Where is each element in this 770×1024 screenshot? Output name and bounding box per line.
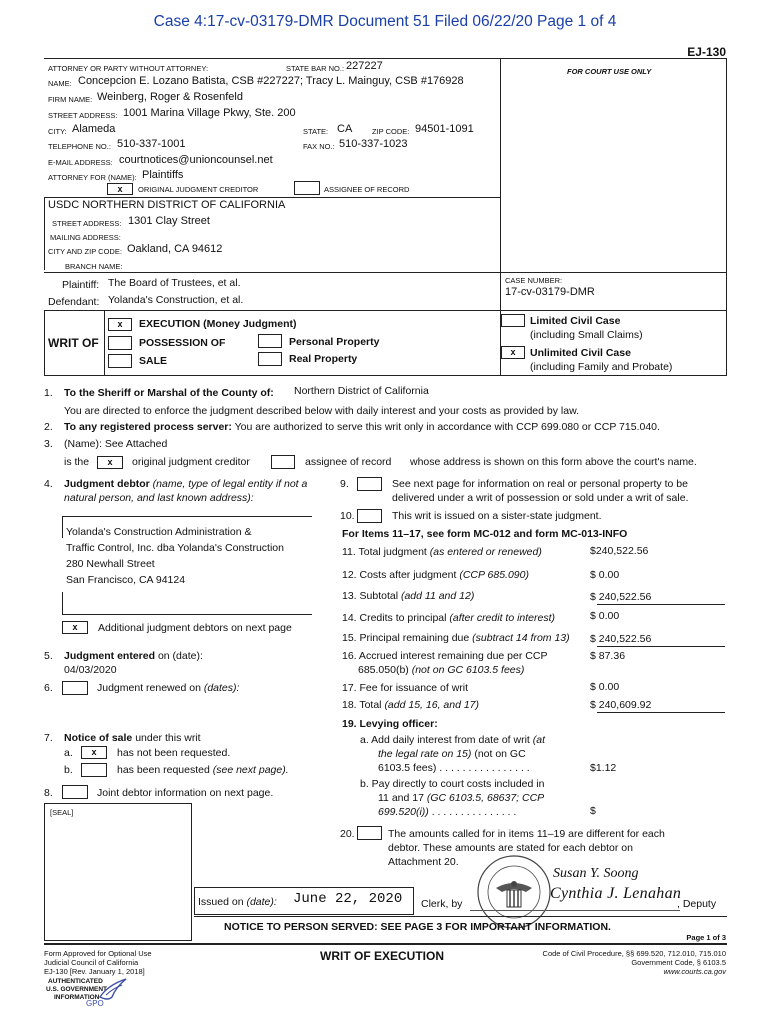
- defendant-label: Defendant:: [48, 296, 100, 308]
- attorney-street[interactable]: 1001 Marina Village Pkwy, Ste. 200: [123, 107, 296, 119]
- execution-label: EXECUTION (Money Judgment): [139, 318, 297, 330]
- footer-right-3[interactable]: www.courts.ca.gov: [663, 967, 726, 976]
- item-9-line-2: delivered under a writ of possession or sold under a writ of sale.: [392, 492, 689, 504]
- sale-label: SALE: [139, 355, 168, 367]
- item-8-text: Joint debtor information on next page.: [97, 787, 274, 799]
- personal-property-label: Personal Property: [289, 336, 380, 348]
- gpo-line-1: AUTHENTICATED: [48, 978, 103, 985]
- item-19b-line-3-wrap: [378, 806, 516, 818]
- page-number: Page 1 of 3: [686, 933, 726, 942]
- footer-left-3: EJ-130 [Rev. January 1, 2018]: [44, 967, 145, 976]
- name-label: NAME:: [48, 79, 72, 88]
- item-19a-line-1-wrap: [360, 734, 545, 746]
- state-bar-label: STATE BAR NO.:: [286, 64, 345, 73]
- court-city-label: CITY AND ZIP CODE:: [48, 247, 122, 256]
- unlimited-case-sub: (including Family and Probate): [530, 361, 673, 373]
- attorney-email[interactable]: courtnotices@unioncounsel.net: [119, 154, 273, 166]
- item-3-assignee-checkbox[interactable]: [271, 455, 295, 469]
- limited-case-checkbox[interactable]: [501, 314, 525, 327]
- plaintiff-label: Plaintiff:: [62, 279, 100, 291]
- item-19a-line-1: a. Add daily interest from date of writ: [360, 734, 530, 746]
- item-10-num: 10.: [340, 510, 355, 522]
- attorney-for-label: ATTORNEY FOR (NAME):: [48, 173, 137, 182]
- item-19b-line-2-wrap: [378, 792, 544, 804]
- item-4-num: 4.: [44, 478, 53, 490]
- item-19a-ital-2: the legal rate on 15): [378, 748, 472, 760]
- attorney-label: ATTORNEY OR PARTY WITHOUT ATTORNEY:: [48, 64, 209, 73]
- issued-label-wrap: [198, 896, 277, 908]
- additional-debtors-label: Additional judgment debtors on next page: [98, 622, 292, 634]
- execution-checkbox[interactable]: x: [108, 318, 132, 331]
- seal-box: [44, 803, 192, 941]
- item-6-checkbox[interactable]: [62, 681, 88, 695]
- court-name[interactable]: USDC NORTHERN DISTRICT OF CALIFORNIA: [48, 199, 286, 211]
- item-3-num: 3.: [44, 438, 53, 450]
- footer-right-2: Government Code, § 6103.5: [631, 958, 726, 967]
- item-7b-checkbox[interactable]: [81, 763, 107, 777]
- gpo-line-2: U.S. GOVERNMENT: [46, 986, 108, 993]
- item-7a-letter: a.: [64, 747, 73, 759]
- item-5-text: on (date):: [157, 650, 203, 662]
- item-14-label: 14. Credits to principal: [342, 612, 447, 624]
- attorney-tel[interactable]: 510-337-1001: [117, 138, 186, 150]
- assignee-checkbox[interactable]: [294, 181, 320, 195]
- item-19b-amount[interactable]: $: [590, 805, 596, 817]
- item-4-title: Judgment debtor: [64, 478, 150, 490]
- item-7a-text: has not been requested.: [117, 747, 231, 759]
- gpo-line-3: INFORMATION: [54, 994, 100, 1001]
- unlimited-case-checkbox[interactable]: x: [501, 346, 525, 359]
- case-number[interactable]: 17-cv-03179-DMR: [505, 286, 595, 298]
- item-7-title-wrap: [64, 732, 201, 744]
- court-city[interactable]: Oakland, CA 94612: [127, 243, 223, 255]
- item-7-title: Notice of sale: [64, 732, 133, 744]
- item-14-ital: (after credit to interest): [449, 612, 556, 624]
- debtor-line-1[interactable]: Yolanda's Construction Administration &: [66, 526, 252, 538]
- deputy-signature: Cynthia J. Lenahan: [550, 885, 682, 902]
- limited-case-label: Limited Civil Case: [530, 315, 621, 327]
- item-19a-ital-1: (at: [532, 734, 546, 746]
- item-8-checkbox[interactable]: [62, 785, 88, 799]
- items-11-17-heading: For Items 11–17, see form MC-012 and form MC-013-INFO: [342, 528, 628, 540]
- assignee-label: ASSIGNEE OF RECORD: [324, 185, 410, 194]
- item-9-num: 9.: [340, 478, 349, 490]
- court-street-label: STREET ADDRESS:: [52, 219, 122, 228]
- clerk-by-label: Clerk, by: [421, 898, 463, 910]
- item-6-text: Judgment renewed on: [97, 682, 201, 694]
- clerk-name: Susan Y. Soong: [553, 866, 639, 881]
- original-creditor-label: ORIGINAL JUDGMENT CREDITOR: [138, 185, 259, 194]
- additional-debtors-checkbox[interactable]: x: [62, 621, 88, 634]
- footer-left-1: Form Approved for Optional Use: [44, 949, 152, 958]
- item-7-num: 7.: [44, 732, 53, 744]
- item-15-wrap: [342, 632, 570, 644]
- item-6-text-wrap: [97, 682, 239, 694]
- item-12-wrap: [342, 569, 529, 581]
- item-19b-dots: . . . . . . . . . . . . . . .: [431, 806, 517, 818]
- item-7-text: under this writ: [135, 732, 201, 744]
- item-11-label: 11. Total judgment: [342, 546, 427, 558]
- real-property-label: Real Property: [289, 353, 358, 365]
- court-use-label: FOR COURT USE ONLY: [567, 67, 652, 76]
- footer-right-1: Code of Civil Procedure, §§ 699.520, 712.010, 715.010: [542, 949, 726, 958]
- issued-label-ital: (date):: [246, 896, 277, 908]
- item-6-num: 6.: [44, 682, 53, 694]
- item-19b-line-3: 699.520(i)): [378, 806, 429, 818]
- item-19a-line-3: 6103.5 fees) . . . . . . . . . . . . . . . .: [378, 762, 530, 774]
- item-3-is-the: is the: [64, 456, 90, 468]
- case-header: Case 4:17-cv-03179-DMR Document 51 Filed 06/22/20 Page 1 of 4: [153, 13, 617, 30]
- issued-date[interactable]: June 22, 2020: [293, 891, 403, 907]
- gpo-line-4: GPO: [86, 999, 104, 1008]
- form-id: EJ-130: [687, 45, 726, 59]
- case-number-label: CASE NUMBER:: [505, 276, 563, 285]
- item-16-ital: (not on GC 6103.5 fees): [411, 664, 525, 676]
- branch-label: BRANCH NAME:: [65, 262, 123, 271]
- email-label: E-MAIL ADDRESS:: [48, 158, 113, 167]
- fax-label: FAX NO.:: [303, 142, 335, 151]
- item-16-line-2-wrap: [358, 664, 524, 676]
- item-3-original-label: original judgment creditor: [132, 456, 250, 468]
- item-18-label: 18. Total: [342, 699, 382, 711]
- item-3-assignee-label: assignee of record: [305, 456, 392, 468]
- item-5-title: Judgment entered: [64, 650, 156, 662]
- unlimited-case-label: Unlimited Civil Case: [530, 347, 631, 359]
- item-2-text: You are authorized to serve this writ only in accordance with CCP 699.080 or CCP 715.040.: [234, 421, 660, 433]
- zip-label: ZIP CODE:: [372, 127, 410, 136]
- attorney-fax[interactable]: 510-337-1023: [339, 138, 408, 150]
- item-2-title: To any registered process server:: [64, 421, 232, 433]
- item-1-title: To the Sheriff or Marshal of the County of:: [64, 387, 274, 399]
- item-1-num: 1.: [44, 387, 53, 399]
- city-label: CITY:: [48, 127, 67, 136]
- item-13-wrap: [342, 590, 474, 602]
- possession-label: POSSESSION OF: [139, 337, 226, 349]
- item-18-wrap: [342, 699, 479, 711]
- state-label: STATE:: [303, 127, 329, 136]
- seal-label: [SEAL]: [50, 808, 74, 817]
- firm-name[interactable]: Weinberg, Roger & Rosenfeld: [97, 91, 243, 103]
- item-20-checkbox[interactable]: [357, 826, 382, 840]
- possession-checkbox[interactable]: [108, 336, 132, 350]
- court-seal-emblem: [476, 854, 552, 930]
- item-16-line-1: 16. Accrued interest remaining due per CCP: [342, 650, 548, 662]
- item-20-line-2: debtor. These amounts are stated for each debtor on: [388, 842, 633, 854]
- item-18-ital: (add 15, 16, and 17): [384, 699, 480, 711]
- item-9-checkbox[interactable]: [357, 477, 382, 491]
- item-2-num: 2.: [44, 421, 53, 433]
- state-bar-value[interactable]: 227227: [346, 60, 383, 72]
- item-3-whose: whose address is shown on this form above the court's name.: [410, 456, 697, 468]
- item-15-amount[interactable]: $ 240,522.56: [590, 633, 652, 645]
- item-19-label: 19. Levying officer:: [342, 718, 438, 730]
- attorney-city[interactable]: Alameda: [72, 123, 116, 135]
- item-19b-line-2: 11 and 17: [378, 792, 424, 804]
- court-street[interactable]: 1301 Clay Street: [128, 215, 210, 227]
- item-17-label: 17. Fee for issuance of writ: [342, 682, 469, 694]
- item-12-label: 12. Costs after judgment: [342, 569, 457, 581]
- item-12-amount[interactable]: $ 0.00: [590, 569, 620, 581]
- limited-case-sub: (including Small Claims): [530, 329, 643, 341]
- writ-of-label: WRIT OF: [48, 336, 99, 350]
- item-3-original-checkbox[interactable]: x: [97, 456, 123, 469]
- item-7b-text: has been requested: [117, 764, 210, 776]
- street-label: STREET ADDRESS:: [48, 111, 118, 120]
- item-19a-line-2-wrap: [378, 748, 526, 760]
- attorney-zip[interactable]: 94501-1091: [415, 123, 474, 135]
- item-6-ital: (dates):: [203, 682, 240, 694]
- item-10-checkbox[interactable]: [357, 509, 382, 523]
- mailing-label: MAILING ADDRESS:: [50, 233, 121, 242]
- item-9-line-1: See next page for information on real or personal property to be: [392, 478, 688, 490]
- item-20-num: 20.: [340, 828, 355, 840]
- item-15-ital: (subtract 14 from 13): [472, 632, 570, 644]
- footer-left-2: Judicial Council of California: [44, 958, 139, 967]
- item-5-num: 5.: [44, 650, 53, 662]
- item-13-amount[interactable]: $ 240,522.56: [590, 591, 652, 603]
- item-1-county[interactable]: Northern District of California: [294, 385, 429, 397]
- deputy-label: , Deputy: [677, 898, 717, 910]
- item-10-text: This writ is issued on a sister-state judgment.: [392, 510, 602, 522]
- item-19b-ital: (GC 6103.5, 68637; CCP: [426, 792, 545, 804]
- firm-label: FIRM NAME:: [48, 95, 93, 104]
- notice-text: NOTICE TO PERSON SERVED: SEE PAGE 3 FOR IMPORTANT INFORMATION.: [224, 921, 611, 933]
- debtor-line-2[interactable]: Traffic Control, Inc. dba Yolanda's Construction: [66, 542, 284, 554]
- item-19a-amount[interactable]: $1.12: [590, 762, 617, 774]
- attorney-name[interactable]: Concepcion E. Lozano Batista, CSB #227227; Tracy L. Mainguy, CSB #176928: [78, 75, 464, 87]
- item-11-ital: (as entered or renewed): [429, 546, 542, 558]
- plaintiff-value[interactable]: The Board of Trustees, et al.: [108, 277, 241, 289]
- item-4-ital-1: (name, type of legal entity if not a: [152, 478, 308, 490]
- item-2-text-wrap: [64, 421, 660, 433]
- debtor-line-4[interactable]: San Francisco, CA 94124: [66, 574, 186, 586]
- item-13-ital: (add 11 and 12): [400, 590, 475, 602]
- item-3-name[interactable]: (Name): See Attached: [64, 438, 168, 450]
- item-4-ital-2: natural person, and last known address):: [64, 492, 254, 504]
- item-5-title-wrap: [64, 650, 203, 662]
- sale-checkbox[interactable]: [108, 354, 132, 368]
- personal-property-checkbox[interactable]: [258, 334, 282, 348]
- item-8-num: 8.: [44, 787, 53, 799]
- item-4-title-wrap: [64, 478, 307, 490]
- item-7b-text-wrap: [117, 764, 289, 776]
- tel-label: TELEPHONE NO.:: [48, 142, 111, 151]
- item-14-amount[interactable]: $ 0.00: [590, 610, 620, 622]
- issued-label: Issued on: [198, 896, 244, 908]
- item-1-text: You are directed to enforce the judgment described below with daily interest and your costs as provided by law.: [64, 405, 579, 417]
- item-19a-line-2: (not on GC: [474, 748, 526, 760]
- original-creditor-checkbox[interactable]: x: [107, 183, 133, 195]
- item-5-date[interactable]: 04/03/2020: [64, 664, 117, 676]
- item-20-line-1: The amounts called for in items 11–19 are different for each: [388, 828, 665, 840]
- item-7b-ital: (see next page).: [212, 764, 289, 776]
- footer-title: WRIT OF EXECUTION: [320, 949, 444, 963]
- real-property-checkbox[interactable]: [258, 352, 282, 366]
- item-11-amount[interactable]: $240,522.56: [590, 545, 649, 557]
- attorney-state[interactable]: CA: [337, 123, 353, 135]
- item-14-wrap: [342, 612, 555, 624]
- debtor-line-3[interactable]: 280 Newhall Street: [66, 558, 155, 570]
- item-11-wrap: [342, 546, 542, 558]
- item-16-line-2: 685.050(b): [358, 664, 409, 676]
- item-19b-line-1: b. Pay directly to court costs included in: [360, 778, 545, 790]
- item-17-amount[interactable]: $ 0.00: [590, 681, 620, 693]
- item-13-label: 13. Subtotal: [342, 590, 399, 602]
- attorney-for-value[interactable]: Plaintiffs: [142, 169, 184, 181]
- defendant-value[interactable]: Yolanda's Construction, et al.: [108, 294, 244, 306]
- item-15-label: 15. Principal remaining due: [342, 632, 470, 644]
- item-7a-checkbox[interactable]: x: [81, 746, 107, 759]
- item-7b-letter: b.: [64, 764, 73, 776]
- item-16-amount[interactable]: $ 87.36: [590, 650, 626, 662]
- item-12-ital: (CCP 685.090): [459, 569, 529, 581]
- item-20-line-3: Attachment 20.: [388, 856, 459, 868]
- item-18-amount[interactable]: $ 240,609.92: [590, 699, 652, 711]
